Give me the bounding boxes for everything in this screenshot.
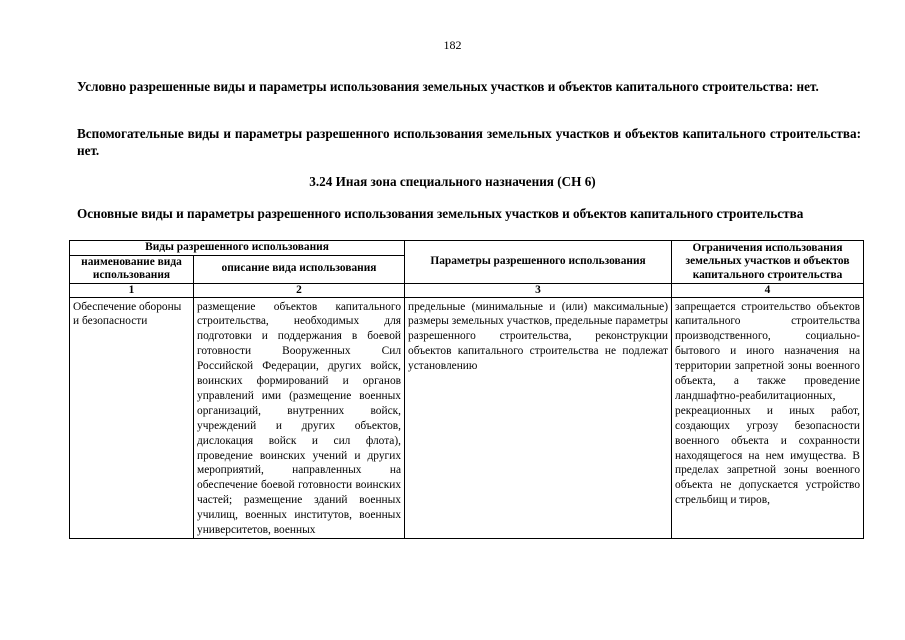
table-row: [70, 297, 864, 539]
use-description-cell: размещение объектов капитального строительства, необходимых для подготовки и поддержания в боевой готовности Вооруженных Сил Российской Федерации, других войск, воинских формирований и органов управлений ими (размещение военных организаций, внутренних войск, учреждений и других объектов, дислокация войск и сил флота), проведение воинских учений и других мероприятий, направленных на обеспечение боевой готовности воинских частей; размещение зданий военных училищ, военных институтов, военных университетов, военных: [194, 297, 405, 539]
page-number: 182: [443, 38, 462, 52]
permitted-uses-table: [69, 240, 864, 539]
column-number: 4: [672, 283, 864, 297]
auxiliary-uses-paragraph: Вспомогательные виды и параметры разрешенного использования земельных участков и объектов капитального строительства: нет.: [77, 126, 861, 158]
column-number: 1: [70, 283, 194, 297]
header-use-name: наименование вида использования: [70, 255, 194, 283]
conditional-uses-paragraph: Условно разрешенные виды и параметры использования земельных участков и объектов капитального строительства: нет.: [77, 79, 819, 94]
column-number: 2: [194, 283, 405, 297]
use-name-cell: Обеспечение обороны и безопасности: [70, 297, 194, 539]
main-uses-paragraph: Основные виды и параметры разрешенного использования земельных участков и объектов капитального строительства: [77, 206, 804, 221]
header-parameters: Параметры разрешенного использования: [405, 241, 672, 284]
header-restrictions: Ограничения использования земельных участков и объектов капитального строительства: [672, 241, 864, 284]
section-heading: 3.24 Иная зона специального назначения (СН 6): [309, 174, 596, 189]
header-use-description: описание вида использования: [194, 255, 405, 283]
header-permitted-uses-group: Виды разрешенного использования: [70, 241, 405, 256]
parameters-cell: предельные (минимальные и (или) максимальные) размеры земельных участков, предельные параметры разрешенного строительства, реконструкции объектов капитального строительства не подлежат установлению: [405, 297, 672, 539]
restrictions-cell: запрещается строительство объектов капитального строительства производственного, социально-бытового и иного назначения на территории запретной зоны военного объекта, а также проведение ландшафтно-реабилитационных, рекреационных и иных работ, создающих угрозу безопасности военного объекта и сохранности находящегося на нем имущества. В пределах запретной зоны военного объекта не допускается устройство стрельбищ и тиров,: [672, 297, 864, 539]
column-number: 3: [405, 283, 672, 297]
